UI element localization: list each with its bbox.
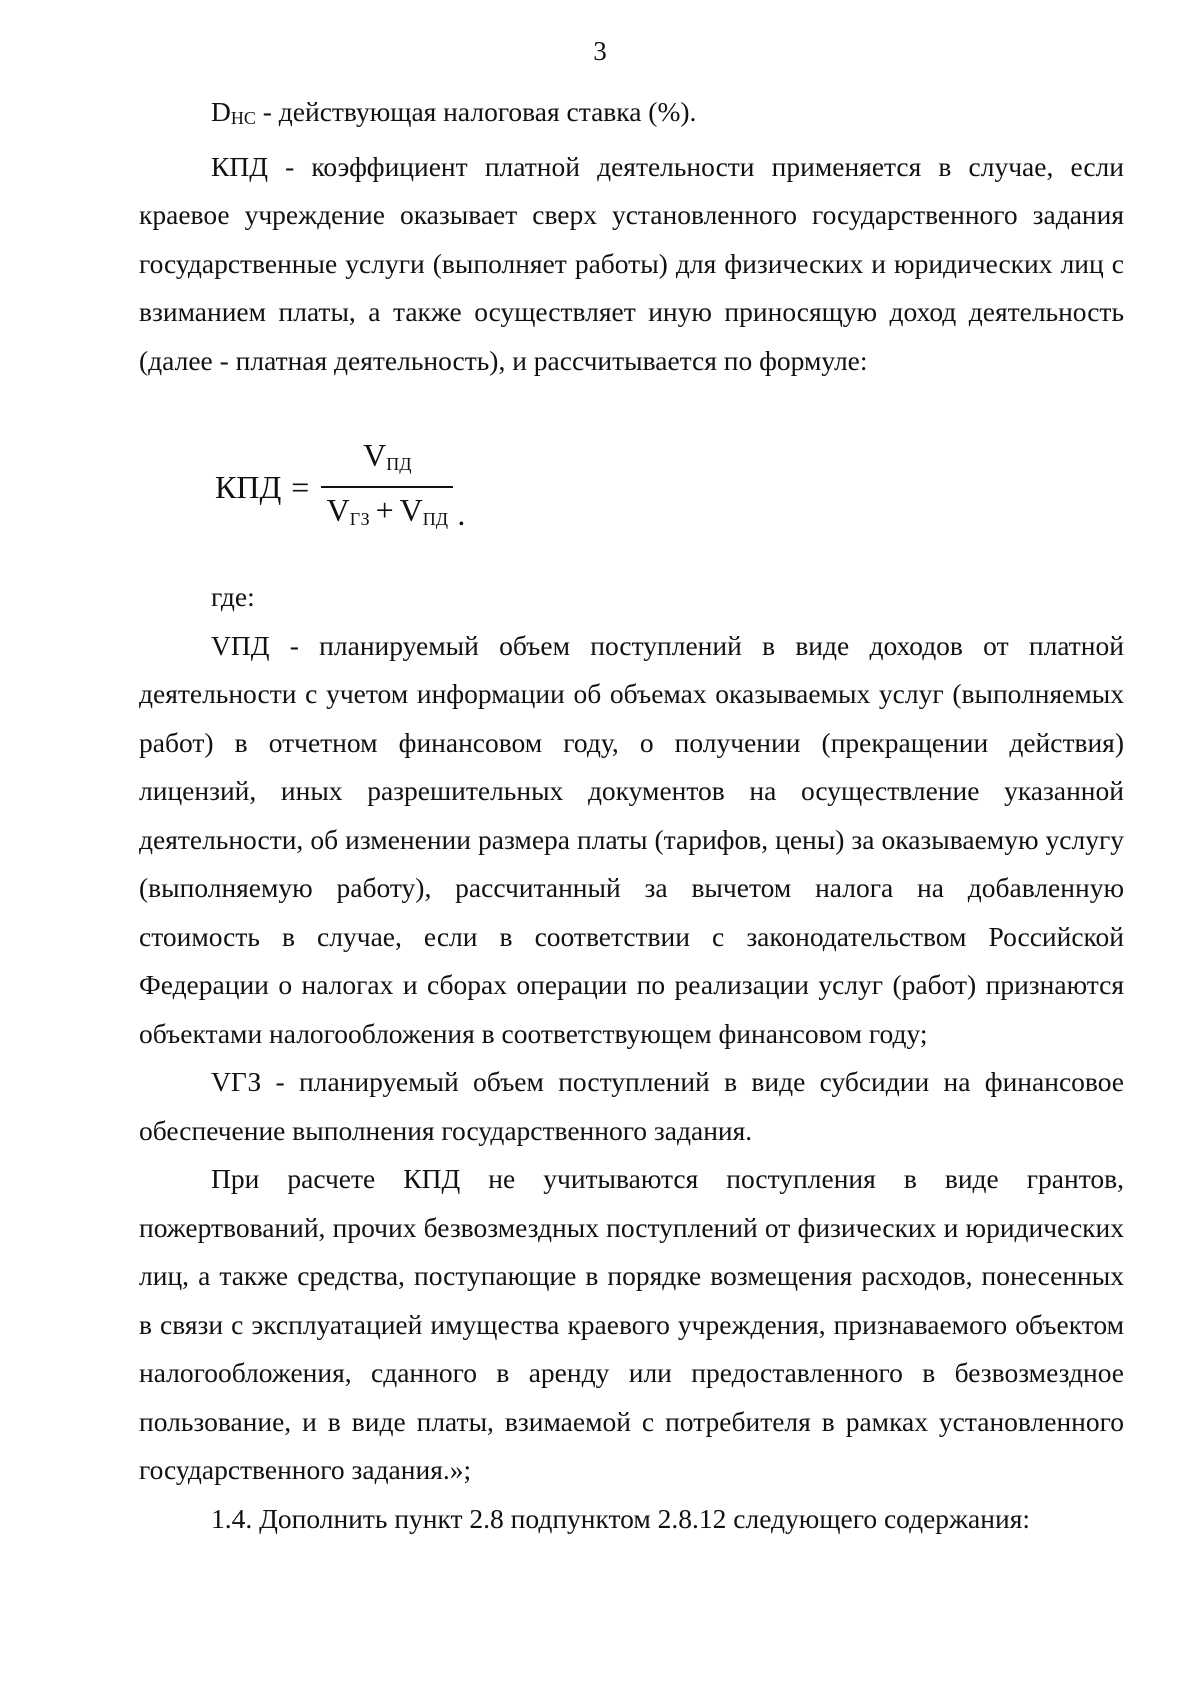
denominator-b-symbol: V bbox=[399, 491, 423, 528]
dns-symbol: D bbox=[211, 96, 231, 127]
denominator-plus: + bbox=[375, 491, 394, 528]
numerator-symbol: V bbox=[363, 437, 387, 473]
dns-definition-text: - действующая налоговая ставка (%). bbox=[255, 96, 697, 127]
page-number: 3 bbox=[593, 36, 607, 66]
formula-expression bbox=[215, 435, 465, 539]
formula-fraction bbox=[321, 435, 453, 539]
kpd-formula bbox=[139, 385, 1124, 573]
document-body bbox=[139, 88, 1124, 1543]
formula-equals: = bbox=[291, 468, 310, 505]
vgz-definition-paragraph: VГЗ - планируемый объем поступлений в виде субсидии на финансовое обеспечение выполнения государственного задания. bbox=[139, 1066, 1124, 1146]
formula-period: . bbox=[457, 496, 466, 533]
formula-denominator bbox=[323, 488, 452, 539]
kpd-intro-paragraph: КПД - коэффициент платной деятельности применяется в случае, если краевое учреждение оказывает сверх установленного государственного задания государственные услуги (выполняет работы) для физических и юридических лиц с взиманием платы, а также осуществляет иную приносящую доход деятельность (далее - платная деятельность), и рассчитывается по формуле: bbox=[139, 150, 1124, 376]
numerator-subscript: ПД bbox=[386, 454, 412, 474]
dns-symbol-subscript: НС bbox=[230, 108, 256, 128]
where-label: где: bbox=[211, 581, 255, 612]
vpd-definition-paragraph: VПД - планируемый объем поступлений в виде доходов от платной деятельности с учетом информации об объемах оказываемых услуг (выполняемых работ) в отчетном финансовом году, о получении (прекращении действия) лицензий, иных разрешительных документов на осуществление указанной деятельности, об изменении размера платы (тарифов, цены) за оказываемую услугу (выполняемую работу), рассчитанный за вычетом налога на добавленную стоимость в случае, если в соответствии с законодательством Российской Федерации о налогах и сборах операции по реализации услуг (работ) признаются объектами налогообложения в соответствующем финансовом году; bbox=[139, 629, 1124, 1049]
dns-definition bbox=[139, 88, 1124, 143]
denominator-a-symbol: V bbox=[326, 491, 350, 528]
kpd-exclusions-paragraph: При расчете КПД не учитываются поступления в виде грантов, пожертвований, прочих безвозмездных поступлений от физических и юридических лиц, а также средства, поступающие в порядке возмещения расходов, понесенных в связи с эксплуатацией имущества краевого учреждения, признаваемого объектом налогообложения, сданного в аренду или предоставленного в безвозмездное пользование, и в виде платы, взимаемой с потребителя в рамках установленного государственного задания.»; bbox=[139, 1163, 1124, 1485]
formula-numerator bbox=[327, 435, 447, 486]
denominator-b-subscript: ПД bbox=[422, 508, 449, 529]
denominator-a-subscript: ГЗ bbox=[349, 508, 370, 529]
formula-lhs: КПД bbox=[215, 468, 282, 505]
item-1-4-paragraph: 1.4. Дополнить пункт 2.8 подпунктом 2.8.12 следующего содержания: bbox=[211, 1502, 1030, 1534]
